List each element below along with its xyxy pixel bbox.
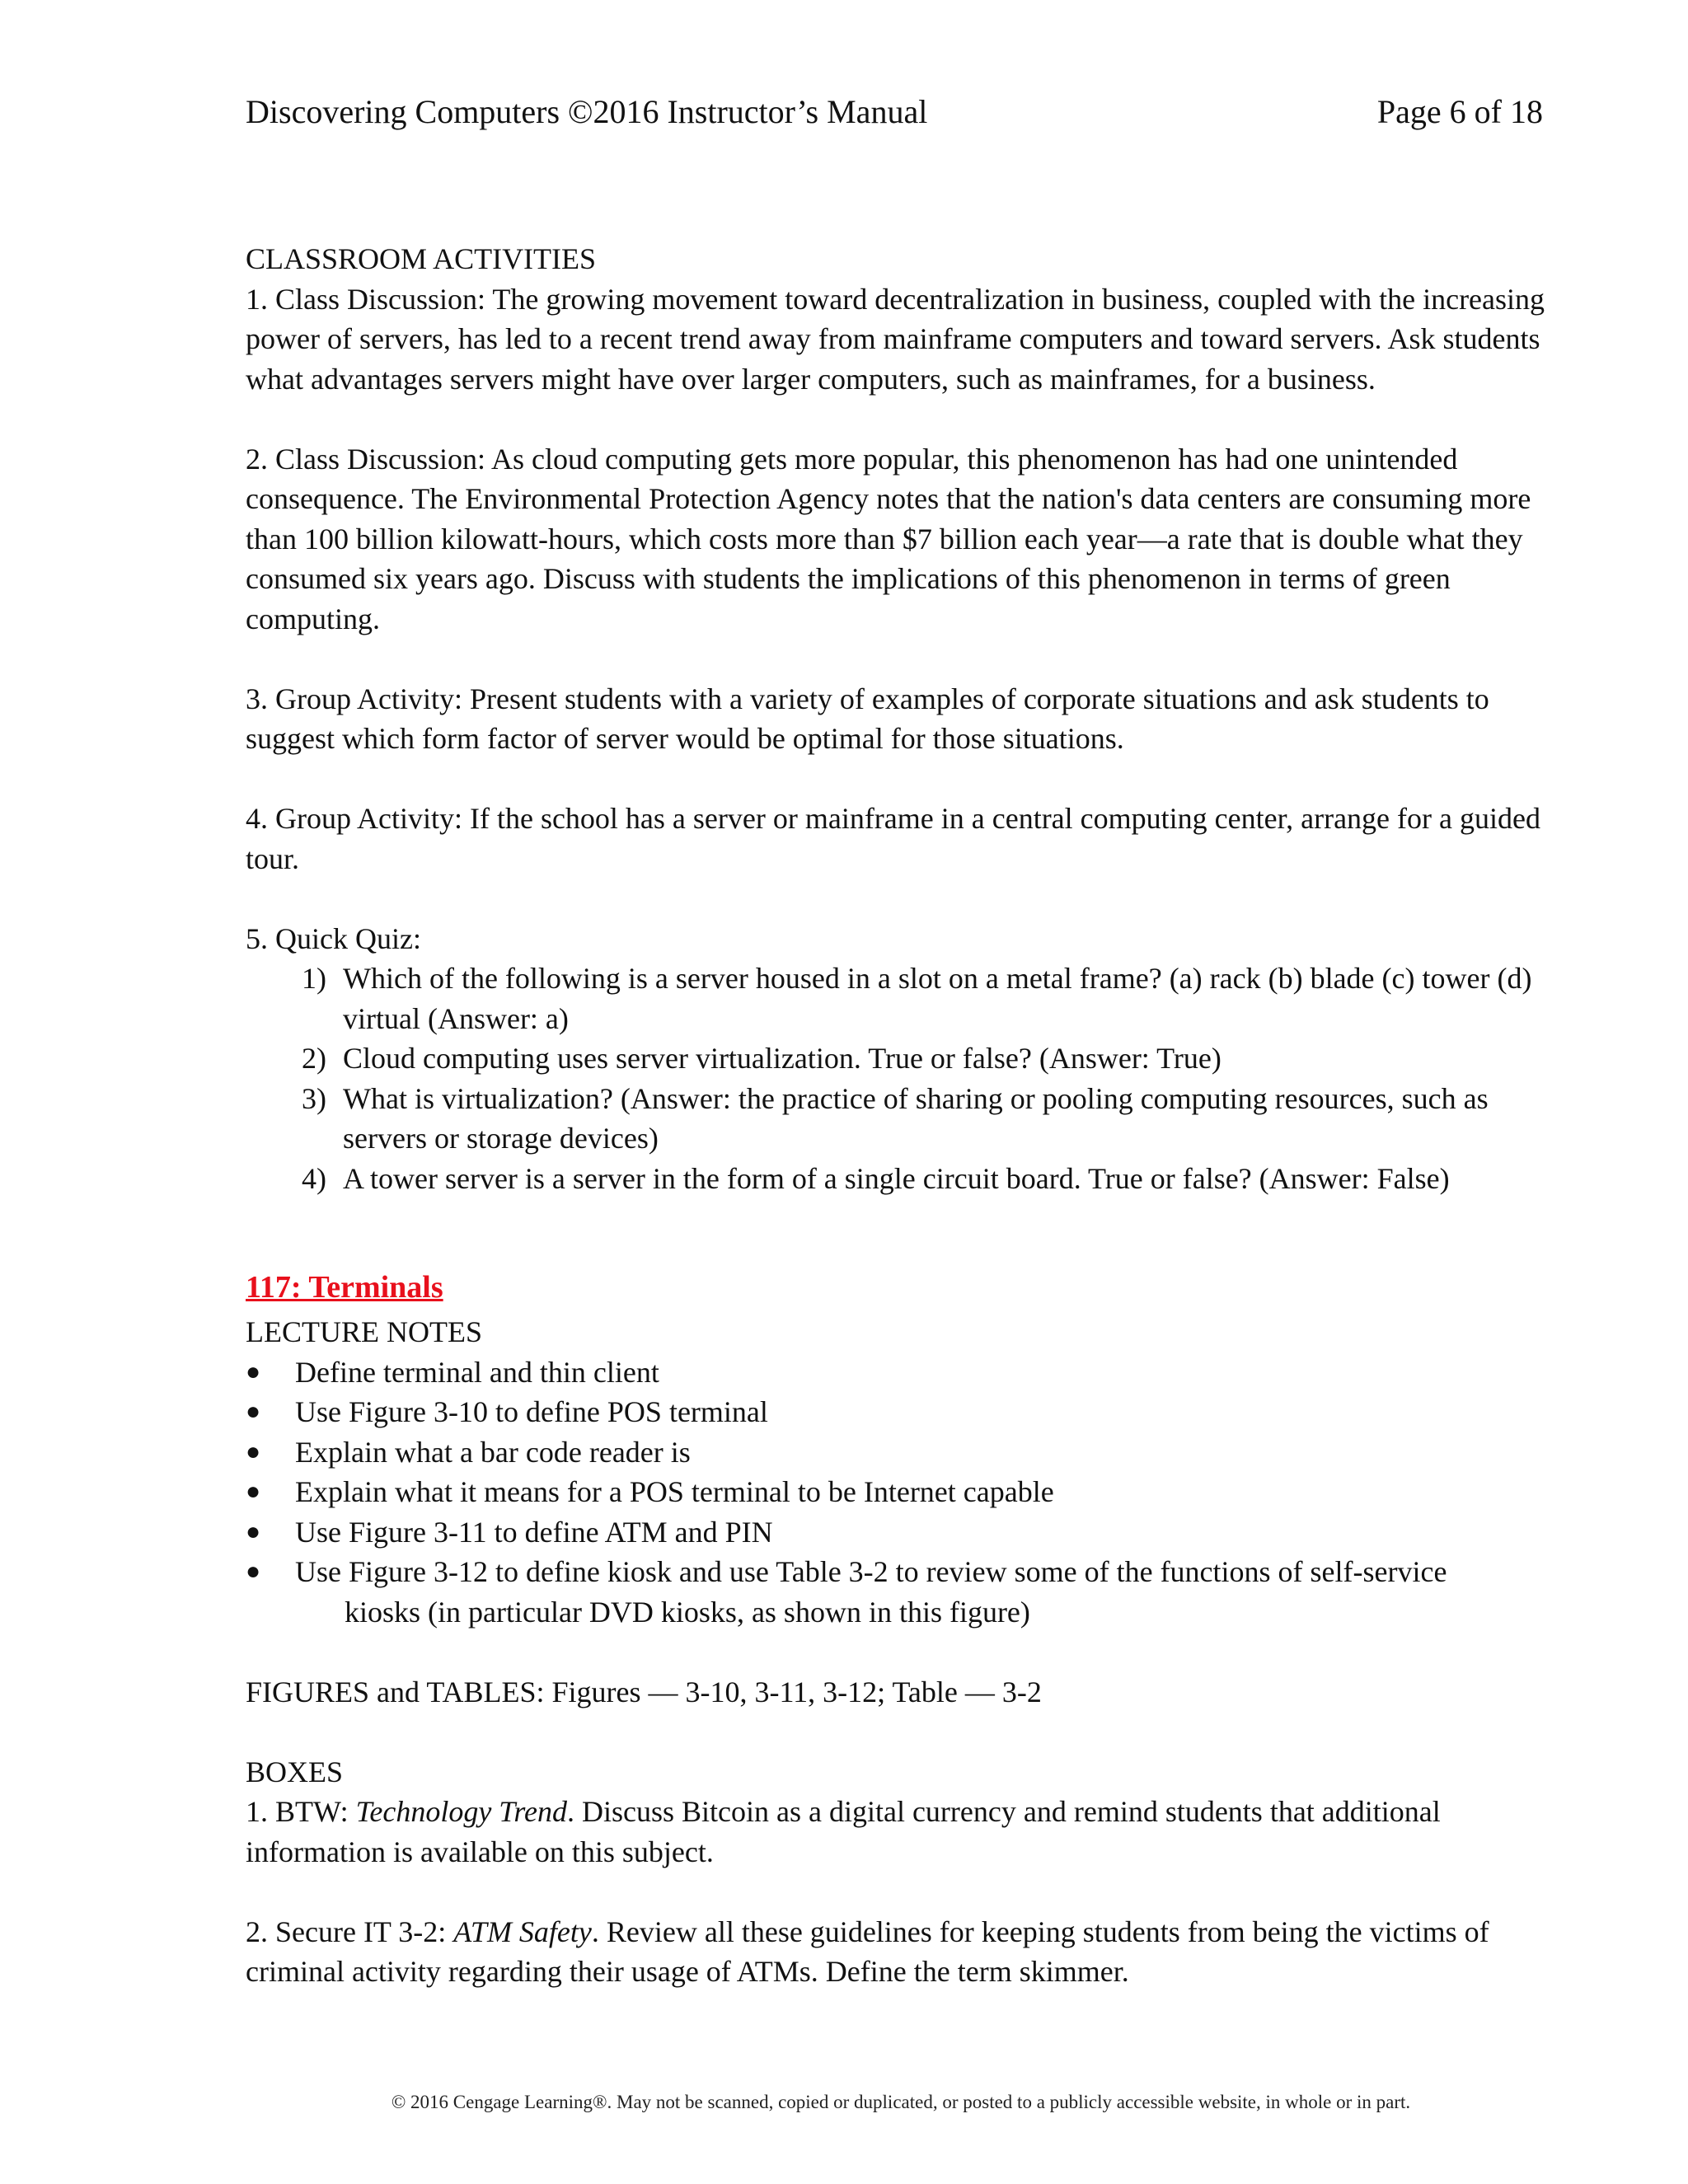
box-1-prefix: 1. BTW:: [246, 1795, 356, 1828]
activity-2: 2. Class Discussion: As cloud computing gets more popular, this phenomenon has had one unintended consequence. The Environmental Protection Agency notes that the nation's data centers are consuming more than 100 billion kilowatt-hours, which costs more than $7 billion each year—a rate that is double what they consumed six years ago. Discuss with students the implications of this phenomenon in terms of green computing.: [246, 442, 1531, 635]
list-item-continuation: kiosks (in particular DVD kiosks, as shown in this figure): [345, 1595, 1030, 1629]
box-1-title: Technology Trend: [355, 1795, 567, 1828]
quiz-heading: 5. Quick Quiz:: [246, 921, 421, 955]
quiz-item: [246, 1038, 1556, 1079]
quiz-item-text: Cloud computing uses server virtualization. True or false? (Answer: True): [343, 1042, 1221, 1075]
activity-1: 1. Class Discussion: The growing movement toward decentralization in business, coupled with the increasing power of servers, has led to a recent trend away from mainframe computers and toward servers. Ask students what advantages servers might have over larger computers, such as mainframes, for a business.: [246, 282, 1545, 396]
activity-4: 4. Group Activity: If the school has a server or mainframe in a central computing center, arrange for a guided tour.: [246, 802, 1540, 875]
activity-3: 3. Group Activity: Present students with a variety of examples of corporate situations and ask students to suggest which form factor of server would be optimal for those situations.: [246, 682, 1489, 755]
quiz-item-number: 2): [302, 1042, 326, 1075]
quiz-item-text: A tower server is a server in the form of a single circuit board. True or false? (Answer: False): [343, 1161, 1450, 1195]
page-number: Page 6 of 18: [1376, 93, 1543, 130]
bullet-icon: ●: [246, 1478, 261, 1505]
bullet-icon: ●: [246, 1398, 261, 1425]
quiz-item-text: What is virtualization? (Answer: the practice of sharing or pooling computing resources, such as servers or storage devices): [343, 1081, 1489, 1155]
bullet-icon: ●: [246, 1357, 261, 1385]
list-item: [246, 1472, 1556, 1512]
classroom-heading: CLASSROOM ACTIVITIES: [246, 242, 597, 275]
bullet-icon: ●: [246, 1437, 261, 1465]
box-2-prefix: 2. Secure IT 3-2:: [246, 1915, 454, 1948]
box-1-text: . Discuss Bitcoin as a digital currency and remind students that additional information is available on this subject.: [246, 1795, 1441, 1868]
list-item-text: Use Figure 3-10 to define POS terminal: [295, 1395, 768, 1428]
quiz-item-text: Which of the following is a server housed in a slot on a metal frame? (a) rack (b) blade (c) tower (d) virtual (Answer: a): [343, 962, 1532, 1035]
list-item-text: Use Figure 3-11 to define ATM and PIN: [295, 1515, 773, 1549]
lecture-notes-heading: LECTURE NOTES: [246, 1315, 482, 1348]
quiz-item: [246, 1159, 1556, 1199]
box-1: [246, 1792, 1556, 1872]
quiz-item-number: 3): [302, 1081, 326, 1115]
bullet-icon: ●: [246, 1558, 261, 1585]
list-item-text-line: Use Figure 3-12 to define kiosk and use Table 3-2 to review some of the functions of self-service: [295, 1555, 1447, 1588]
box-2-title: ATM Safety: [453, 1915, 592, 1948]
copyright-footer: © 2016 Cengage Learning®. May not be scanned, copied or duplicated, or posted to a publicly accessible website, in whole or in part.: [391, 2092, 1411, 2112]
quiz-item: [246, 1079, 1556, 1159]
list-item: [246, 1392, 1556, 1432]
list-item-text: [295, 1552, 1556, 1632]
list-item: [246, 1552, 1556, 1632]
lecture-notes-list: [246, 1352, 1556, 1633]
list-item-text: Explain what a bar code reader is: [295, 1435, 691, 1469]
list-item: [246, 1352, 1556, 1393]
page-content: [246, 239, 1556, 1992]
boxes-heading: BOXES: [246, 1755, 344, 1788]
section-title-link[interactable]: 117: Terminals: [246, 1270, 443, 1305]
list-item: [246, 1512, 1556, 1553]
quiz-list: [246, 958, 1556, 1198]
header-title: Discovering Computers ©2016 Instructor’s Manual: [246, 93, 928, 130]
bullet-icon: ●: [246, 1517, 261, 1545]
quiz-item-number: 4): [302, 1161, 326, 1195]
list-item: [246, 1432, 1556, 1473]
box-2: [246, 1912, 1556, 1992]
box-2-text: . Review all these guidelines for keeping students from being the victims of criminal activity regarding their usage of ATMs. Define the term skimmer.: [246, 1915, 1489, 1988]
quiz-item-number: 1): [302, 962, 326, 995]
list-item-text: Define terminal and thin client: [295, 1355, 659, 1389]
quiz-item: [246, 958, 1556, 1038]
list-item-text: Explain what it means for a POS terminal to be Internet capable: [295, 1475, 1054, 1508]
figures-and-tables: FIGURES and TABLES: Figures — 3-10, 3-11, 3-12; Table — 3-2: [246, 1675, 1042, 1708]
page-header: [246, 92, 1543, 132]
